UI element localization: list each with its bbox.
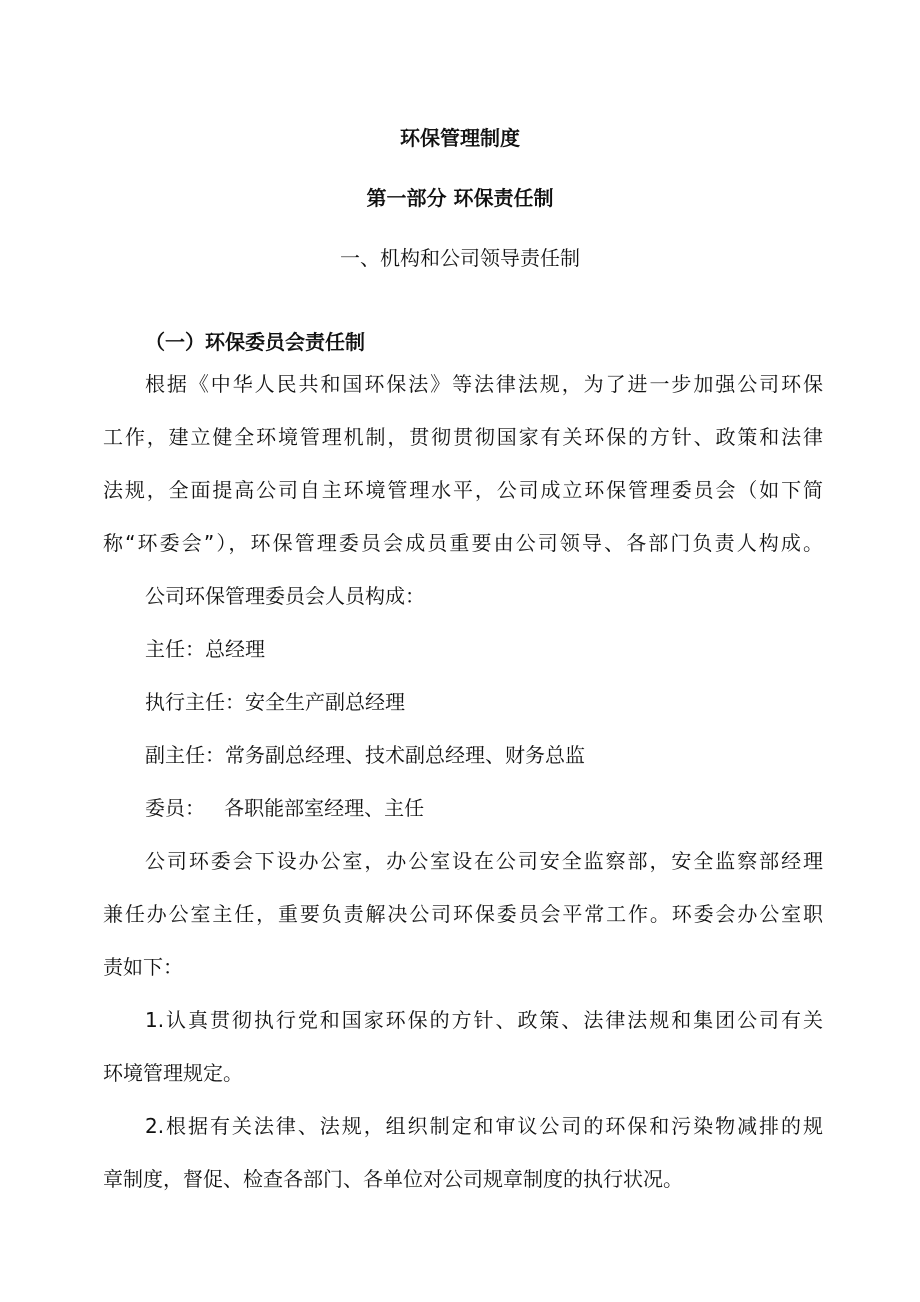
list-item-line: 章制度，督促、检查各部门、各单位对公司规章制度的执行状况。 — [103, 1167, 683, 1191]
paragraph-line: 称“环委会”），环保管理委员会成员重要由公司领导、各部门负责人构成。 — [103, 531, 823, 555]
role-line: 委员： 各职能部室经理、主任 — [145, 796, 425, 820]
document-title: 环保管理制度 — [400, 126, 520, 150]
role-line: 执行主任：安全生产副总经理 — [145, 690, 405, 714]
part-heading: 第一部分 环保责任制 — [366, 186, 554, 210]
paragraph-line: 根据《中华人民共和国环保法》等法律法规，为了进一步加强公司环保 — [145, 372, 823, 396]
paragraph-line: 责如下： — [103, 955, 183, 979]
paragraph-line: 兼任办公室主任，重要负责解决公司环保委员会平常工作。环委会办公室职 — [103, 902, 823, 926]
list-item-line: 环境管理规定。 — [103, 1061, 243, 1085]
paragraph-line: 公司环委会下设办公室，办公室设在公司安全监察部，安全监察部经理 — [145, 849, 823, 873]
paragraph-line: 法规，全面提高公司自主环境管理水平，公司成立环保管理委员会（如下简 — [103, 478, 823, 502]
paragraph-line: 工作，建立健全环境管理机制，贯彻贯彻国家有关环保的方针、政策和法律 — [103, 425, 823, 449]
role-line: 副主任：常务副总经理、技术副总经理、财务总监 — [145, 743, 585, 767]
list-item-line: 2.根据有关法律、法规，组织制定和审议公司的环保和污染物减排的规 — [145, 1114, 823, 1138]
composition-intro: 公司环保管理委员会人员构成： — [145, 584, 425, 608]
list-item-line: 1.认真贯彻执行党和国家环保的方针、政策、法律法规和集团公司有关 — [145, 1008, 823, 1032]
section-heading: （一）环保委员会责任制 — [145, 330, 365, 354]
role-line: 主任：总经理 — [145, 637, 265, 661]
chapter-heading: 一、机构和公司领导责任制 — [340, 246, 580, 270]
